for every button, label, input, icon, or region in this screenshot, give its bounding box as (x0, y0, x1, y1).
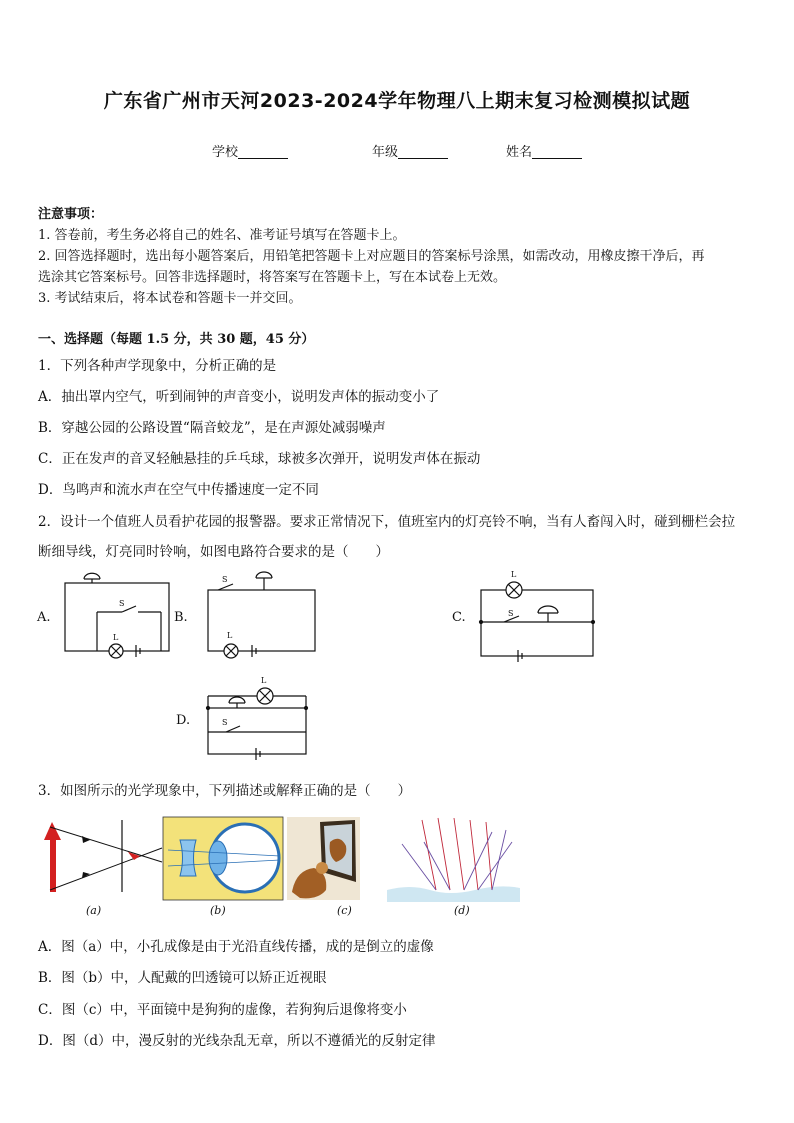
q3-stem: 3．如图所示的光学现象中，下列描述或解释正确的是（ ） (38, 783, 412, 799)
grade-field[interactable] (372, 141, 448, 160)
notice-item: 3. 考试结束后，将本试卷和答题卡一并交回。 (38, 291, 302, 306)
q1-option-c: C．正在发声的音叉轻触悬挂的乒乓球，球被多次弹开，说明发声体在振动 (38, 451, 481, 467)
figure-c-dog-mirror (287, 817, 360, 900)
figure-a-pinhole (44, 820, 162, 892)
q1-option-a: A．抽出罩内空气，听到闹钟的声音变小，说明发声体的振动变小了 (38, 389, 440, 405)
figure-caption-a: (a) (86, 904, 102, 917)
lamp-label: L (261, 676, 267, 685)
notice-heading: 注意事项： (38, 207, 104, 222)
circuit-label-c: C. (452, 610, 466, 625)
name-blank[interactable] (532, 144, 582, 159)
lamp-label: L (113, 633, 119, 642)
school-label: 学校 (212, 145, 239, 160)
switch-label: S (222, 718, 228, 727)
q2-stem-line2: 断细导线，灯亮同时铃响，如图电路符合要求的是（ ） (38, 544, 389, 560)
switch-label: S (119, 599, 125, 608)
switch-label: S (508, 609, 514, 618)
q3-option-d: D．图（d）中，漫反射的光线杂乱无章，所以不遵循光的反射定律 (38, 1033, 436, 1049)
circuit-label-d: D. (176, 713, 191, 728)
notice-item: 选涂其它答案标号。回答非选择题时，将答案写在答题卡上，写在本试卷上无效。 (38, 270, 507, 285)
figure-caption-b: (b) (210, 904, 226, 917)
grade-blank[interactable] (398, 144, 448, 159)
circuit-label-a: A. (37, 610, 51, 625)
name-field[interactable] (506, 141, 582, 160)
figure-caption-c: (c) (337, 904, 352, 917)
name-label: 姓名 (506, 145, 533, 160)
q2-circuit-figures (30, 560, 670, 760)
school-field[interactable] (212, 141, 288, 160)
q3-option-b: B．图（b）中，人配戴的凹透镜可以矫正近视眼 (38, 970, 327, 986)
figure-caption-d: (d) (454, 904, 470, 917)
q3-option-a: A．图（a）中，小孔成像是由于光沿直线传播，成的是倒立的虚像 (38, 939, 434, 955)
q2-stem-line1: 2．设计一个值班人员看护花园的报警器。要求正常情况下，值班室内的灯亮铃不响，当有人畜闯入时，碰到栅栏会拉 (38, 514, 736, 530)
notice-item: 2. 回答选择题时，选出每小题答案后，用铅笔把答题卡上对应题目的答案标号涂黑，如需改动，用橡皮擦干净后，再 (38, 249, 705, 264)
page-title: 广东省广州市天河2023-2024学年物理八上期末复习检测模拟试题 (103, 90, 691, 112)
notice-item: 1. 答卷前，考生务必将自己的姓名、准考证号填写在答题卡上。 (38, 228, 406, 243)
switch-label: S (222, 575, 228, 584)
circuit-c (480, 582, 595, 662)
school-blank[interactable] (238, 144, 288, 159)
section-heading: 一、选择题（每题 1.5 分，共 30 题，45 分） (38, 332, 315, 347)
figure-d-diffuse-reflection (387, 818, 520, 902)
figure-b-eye (163, 817, 283, 900)
grade-label: 年级 (372, 145, 399, 160)
circuit-b (208, 572, 315, 658)
q1-option-b: B．穿越公园的公路设置“隔音蛟龙”，是在声源处减弱噪声 (38, 420, 386, 436)
q1-stem: 1．下列各种声学现象中，分析正确的是 (38, 358, 277, 374)
lamp-label: L (511, 570, 517, 579)
lamp-label: L (227, 631, 233, 640)
q3-optics-figures (30, 812, 530, 922)
circuit-label-b: B. (174, 610, 188, 625)
q1-option-d: D．鸟鸣声和流水声在空气中传播速度一定不同 (38, 482, 319, 498)
q3-option-c: C．图（c）中，平面镜中是狗狗的虚像，若狗狗后退像将变小 (38, 1002, 407, 1018)
circuit-a (65, 573, 169, 658)
